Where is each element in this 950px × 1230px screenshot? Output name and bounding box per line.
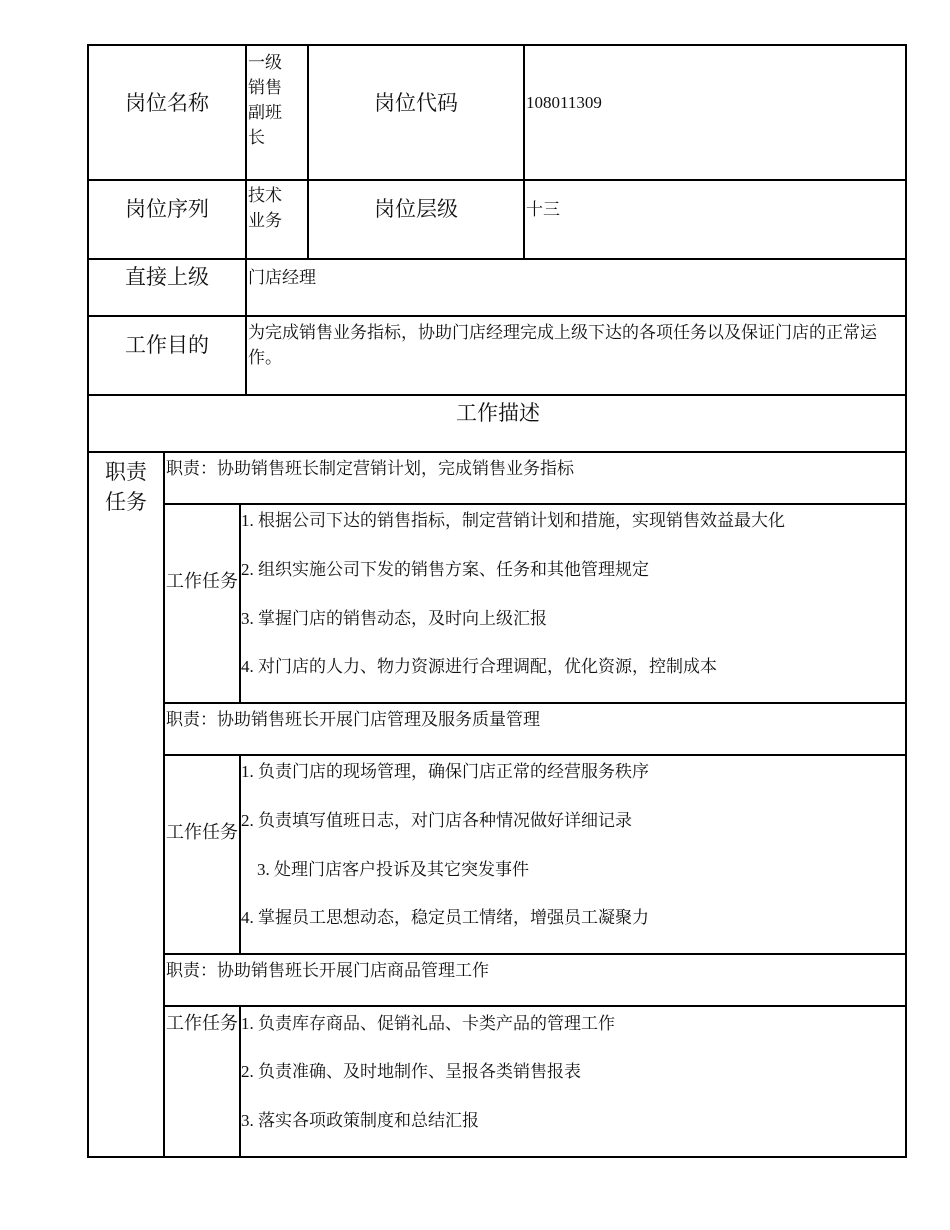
- task-1-4: 4. 对门店的人力、物力资源进行合理调配，优化资源，控制成本: [241, 657, 717, 676]
- col-divider: [307, 44, 309, 260]
- col-divider: [523, 44, 525, 260]
- duty-1: 职责：协助销售班长制定营销计划，完成销售业务指标: [166, 459, 574, 478]
- post-series-value: 技术业务: [248, 186, 282, 230]
- post-series-label: 岗位序列: [125, 197, 209, 221]
- row-divider: [87, 179, 907, 181]
- table-border-top: [87, 44, 907, 46]
- post-code-value: 108011309: [526, 93, 602, 112]
- row-divider: [87, 258, 907, 260]
- row-divider: [163, 754, 907, 756]
- task-1-3: 3. 掌握门店的销售动态，及时向上级汇报: [241, 609, 547, 628]
- purpose-value: 为完成销售业务指标，协助门店经理完成上级下达的各项任务以及保证门店的正常运作。: [248, 323, 877, 367]
- task-1-2: 2. 组织实施公司下发的销售方案、任务和其他管理规定: [241, 560, 649, 579]
- row-divider: [163, 1005, 907, 1007]
- task-label-3: 工作任务: [166, 1013, 238, 1033]
- superior-label: 直接上级: [125, 265, 209, 289]
- row-divider: [163, 503, 907, 505]
- task-label-1: 工作任务: [166, 571, 238, 591]
- row-divider: [87, 315, 907, 317]
- post-name-value: 一级销售副班长: [248, 53, 282, 147]
- task-2-4: 4. 掌握员工思想动态，稳定员工情绪，增强员工凝聚力: [241, 908, 649, 927]
- duty-label: 职责任务: [105, 460, 147, 514]
- task-3-2: 2. 负责准确、及时地制作、呈报各类销售报表: [241, 1062, 581, 1081]
- row-divider: [87, 451, 907, 453]
- task-3-1: 1. 负责库存商品、促销礼品、卡类产品的管理工作: [241, 1014, 615, 1033]
- row-divider: [163, 702, 907, 704]
- post-level-label: 岗位层级: [374, 197, 458, 221]
- task-1-1: 1. 根据公司下达的销售指标，制定营销计划和措施，实现销售效益最大化: [241, 511, 785, 530]
- post-level-value: 十三: [526, 200, 560, 219]
- row-divider: [163, 953, 907, 955]
- post-code-label: 岗位代码: [374, 91, 458, 115]
- duty-3: 职责：协助销售班长开展门店商品管理工作: [166, 961, 489, 980]
- table-border-right: [905, 44, 907, 1158]
- table-border-bottom: [87, 1156, 907, 1158]
- task-2-3: 3. 处理门店客户投诉及其它突发事件: [257, 860, 529, 879]
- col-divider: [245, 44, 247, 396]
- superior-value: 门店经理: [248, 268, 316, 287]
- task-2-2: 2. 负责填写值班日志，对门店各种情况做好详细记录: [241, 811, 632, 830]
- task-label-2: 工作任务: [166, 822, 238, 842]
- description-title: 工作描述: [456, 401, 540, 425]
- task-3-3: 3. 落实各项政策制度和总结汇报: [241, 1111, 479, 1130]
- post-name-label: 岗位名称: [125, 91, 209, 115]
- col-divider: [163, 451, 165, 1158]
- duty-2: 职责：协助销售班长开展门店管理及服务质量管理: [166, 710, 540, 729]
- task-2-1: 1. 负责门店的现场管理，确保门店正常的经营服务秩序: [241, 762, 649, 781]
- purpose-label: 工作目的: [125, 333, 209, 357]
- row-divider: [87, 394, 907, 396]
